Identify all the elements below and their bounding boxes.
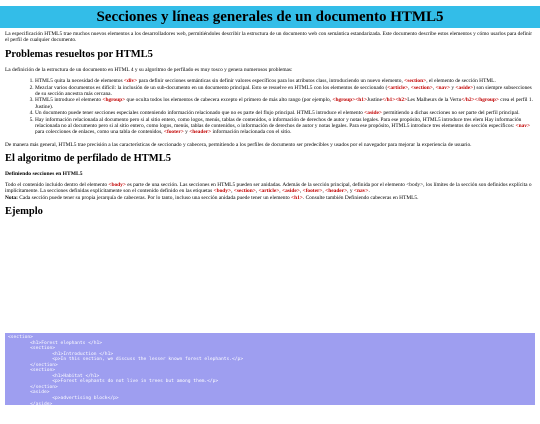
code-tag: <header> [189,129,212,136]
text: , [432,84,436,91]
text: , [299,188,303,195]
article-body [5,31,535,224]
note-label: Nota: [5,194,18,201]
code-tag: <hgroup> [102,97,126,104]
text: información relacionada con el sitio. [211,129,292,136]
list-item [35,117,535,136]
code-tag: <footer> [163,129,184,136]
problems-closing: De manera más general, HTML5 trae precisión a las características de seccionado y cabecera, permitiendo a los perfiles de documento ser predecibles y usados por el navegador para mejorar la experiencia de usuario. [5,141,472,148]
text: crea el perfil 1. Justine). [35,97,533,110]
code-tag: </h1><h2> [382,97,408,104]
code-tag: <body> [213,188,232,195]
text: HTML5 introduce el elemento [35,97,103,104]
text: Cada sección puede tener su propia jerarquía de cabeceras. Por lo tanto, incluso una sección anidada puede tener un elemento [17,194,292,201]
title-banner [0,6,540,28]
text: para colecciones de enlaces, como una tabla de contenidos, [35,129,164,136]
text: , [408,84,411,91]
text: , [279,188,282,195]
code-tag: <hgroup><h1> [332,97,368,104]
code-tag: <section> [404,78,427,85]
list-item [35,97,535,110]
defining-sections-heading: Definiendo secciones en HTML5 [5,171,83,178]
code-tag: <aside> [282,188,300,195]
text: , [322,188,326,195]
text: Justine [367,97,383,104]
problems-lead: La definición de la estructura de un documento en HTML 4 y su algoritmo de perfilado es muy tosco y genera numerosos problemas: [5,66,293,73]
text: Todo el contenido incluido dentro del elemento [5,181,109,188]
text: y [450,84,456,91]
code-tag: <nav> [435,84,451,91]
code-tag: <body> [108,181,126,188]
text: , [231,188,234,195]
text: HTML5 quita la necesidad de elementos [35,78,124,85]
text: , y [347,188,354,195]
code-tag: <section> [410,84,433,91]
code-tag: <section> [233,188,256,195]
algorithm-heading: El algoritmo de perfilado de HTML5 [5,153,171,165]
text: , el elemento de sección HTML. [426,78,496,85]
list-item [35,85,535,98]
code-tag: <footer> [302,188,323,195]
code-tag: <header> [325,188,348,195]
note-paragraph [5,195,535,201]
text: Hay información relacionada al documento pero si al sitio entero, como logos, menús, tablas de contenidos, o información de derechos de autor y notas legales. Para ese propósito, HTML5 introduce tres elem Hay información relacionada no al documento pero si al sitio entero, como logos, menús, tablas de contenidos, o información de derechos de autor y notas legales. Para ese propósito, HTML5 introduce tres elementos de sección específicos: [35,116,522,130]
page-title: Secciones y líneas generales de un documento HTML5 [96,9,444,25]
text: Mezclar varios documentos es difícil: la inclusión de un sub-documento en un documento principal. Esto se resuelve en HTML5 con los elementos de seccionado ( [35,84,388,91]
code-example-block: <section> <h1>Forest elephants </h1> <section> <h1>Introduction </h1> <p>In this section, we discuss the lesser known forest elephants.</p> </section> <section> <h1>Habitat </h1> <p>Forest elephants do not live in trees but among them.</p> </section> <aside> <p>advertising block</p> </aside> </section> <footer> <p>(c) 2010 The Example company</p> [5,333,535,405]
text: que oculta todos los elementos de cabecera excepto el primero de más alto rango (por ejemplo, [125,97,333,104]
code-tag: <div> [123,78,138,85]
text: . Consulte también Definiendo cabeceras en HTML5. [302,194,419,201]
text: Un documento puede tener secciones especiales conteniendo información relacionado que no es parte del flujo principal. HTML5 introduce el elemento [35,110,365,117]
code-tag: <aside> [364,110,382,117]
code-tag: </h2></hgroup> [461,97,499,104]
code-tag: <h1> [291,194,303,201]
code-tag: <nav> [515,123,531,130]
text: Les Malheurs de la Vertu [407,97,462,104]
sections-paragraph [5,182,535,195]
text: , [255,188,259,195]
code-tag: <aside> [455,84,474,91]
text: y [183,129,190,136]
code-tag: <article> [387,84,409,91]
text: permitiendo a dichas secciones no ser parte del perfil principal. [382,110,520,117]
intro-paragraph: La especificación HTML5 trae muchos nuevos elementos a los desarrolladores web, permitiéndoles describir la estructura de un documento web con semántica estandarizada. Este documento describe estos elementos y cómo usarlos para definir el perfil de cualquier documento. [5,31,533,44]
text: para definir secciones semánticas sin definir valores específicos para los atributos class, introduciendo un nuevo elemento, [137,78,405,85]
problems-list [35,78,535,136]
text: ) son siempre subsecciones de su sección ancestra más cercana. [35,84,532,98]
example-heading: Ejemplo [5,205,43,217]
code-tag: <nav> [353,188,369,195]
code-tag: <article> [258,188,280,195]
text: . [368,188,370,195]
problems-heading: Problemas resueltos por HTML5 [5,48,153,60]
text: es parte de una sección. Las secciones en HTML5 pueden ser anidadas. Además de la sección principal, definida por el elemento <body>, los límites de la sección son definidos explícita o implícitamente. La secciones definidas explícitamente son el contenido definido en las etiquetas [5,181,532,195]
